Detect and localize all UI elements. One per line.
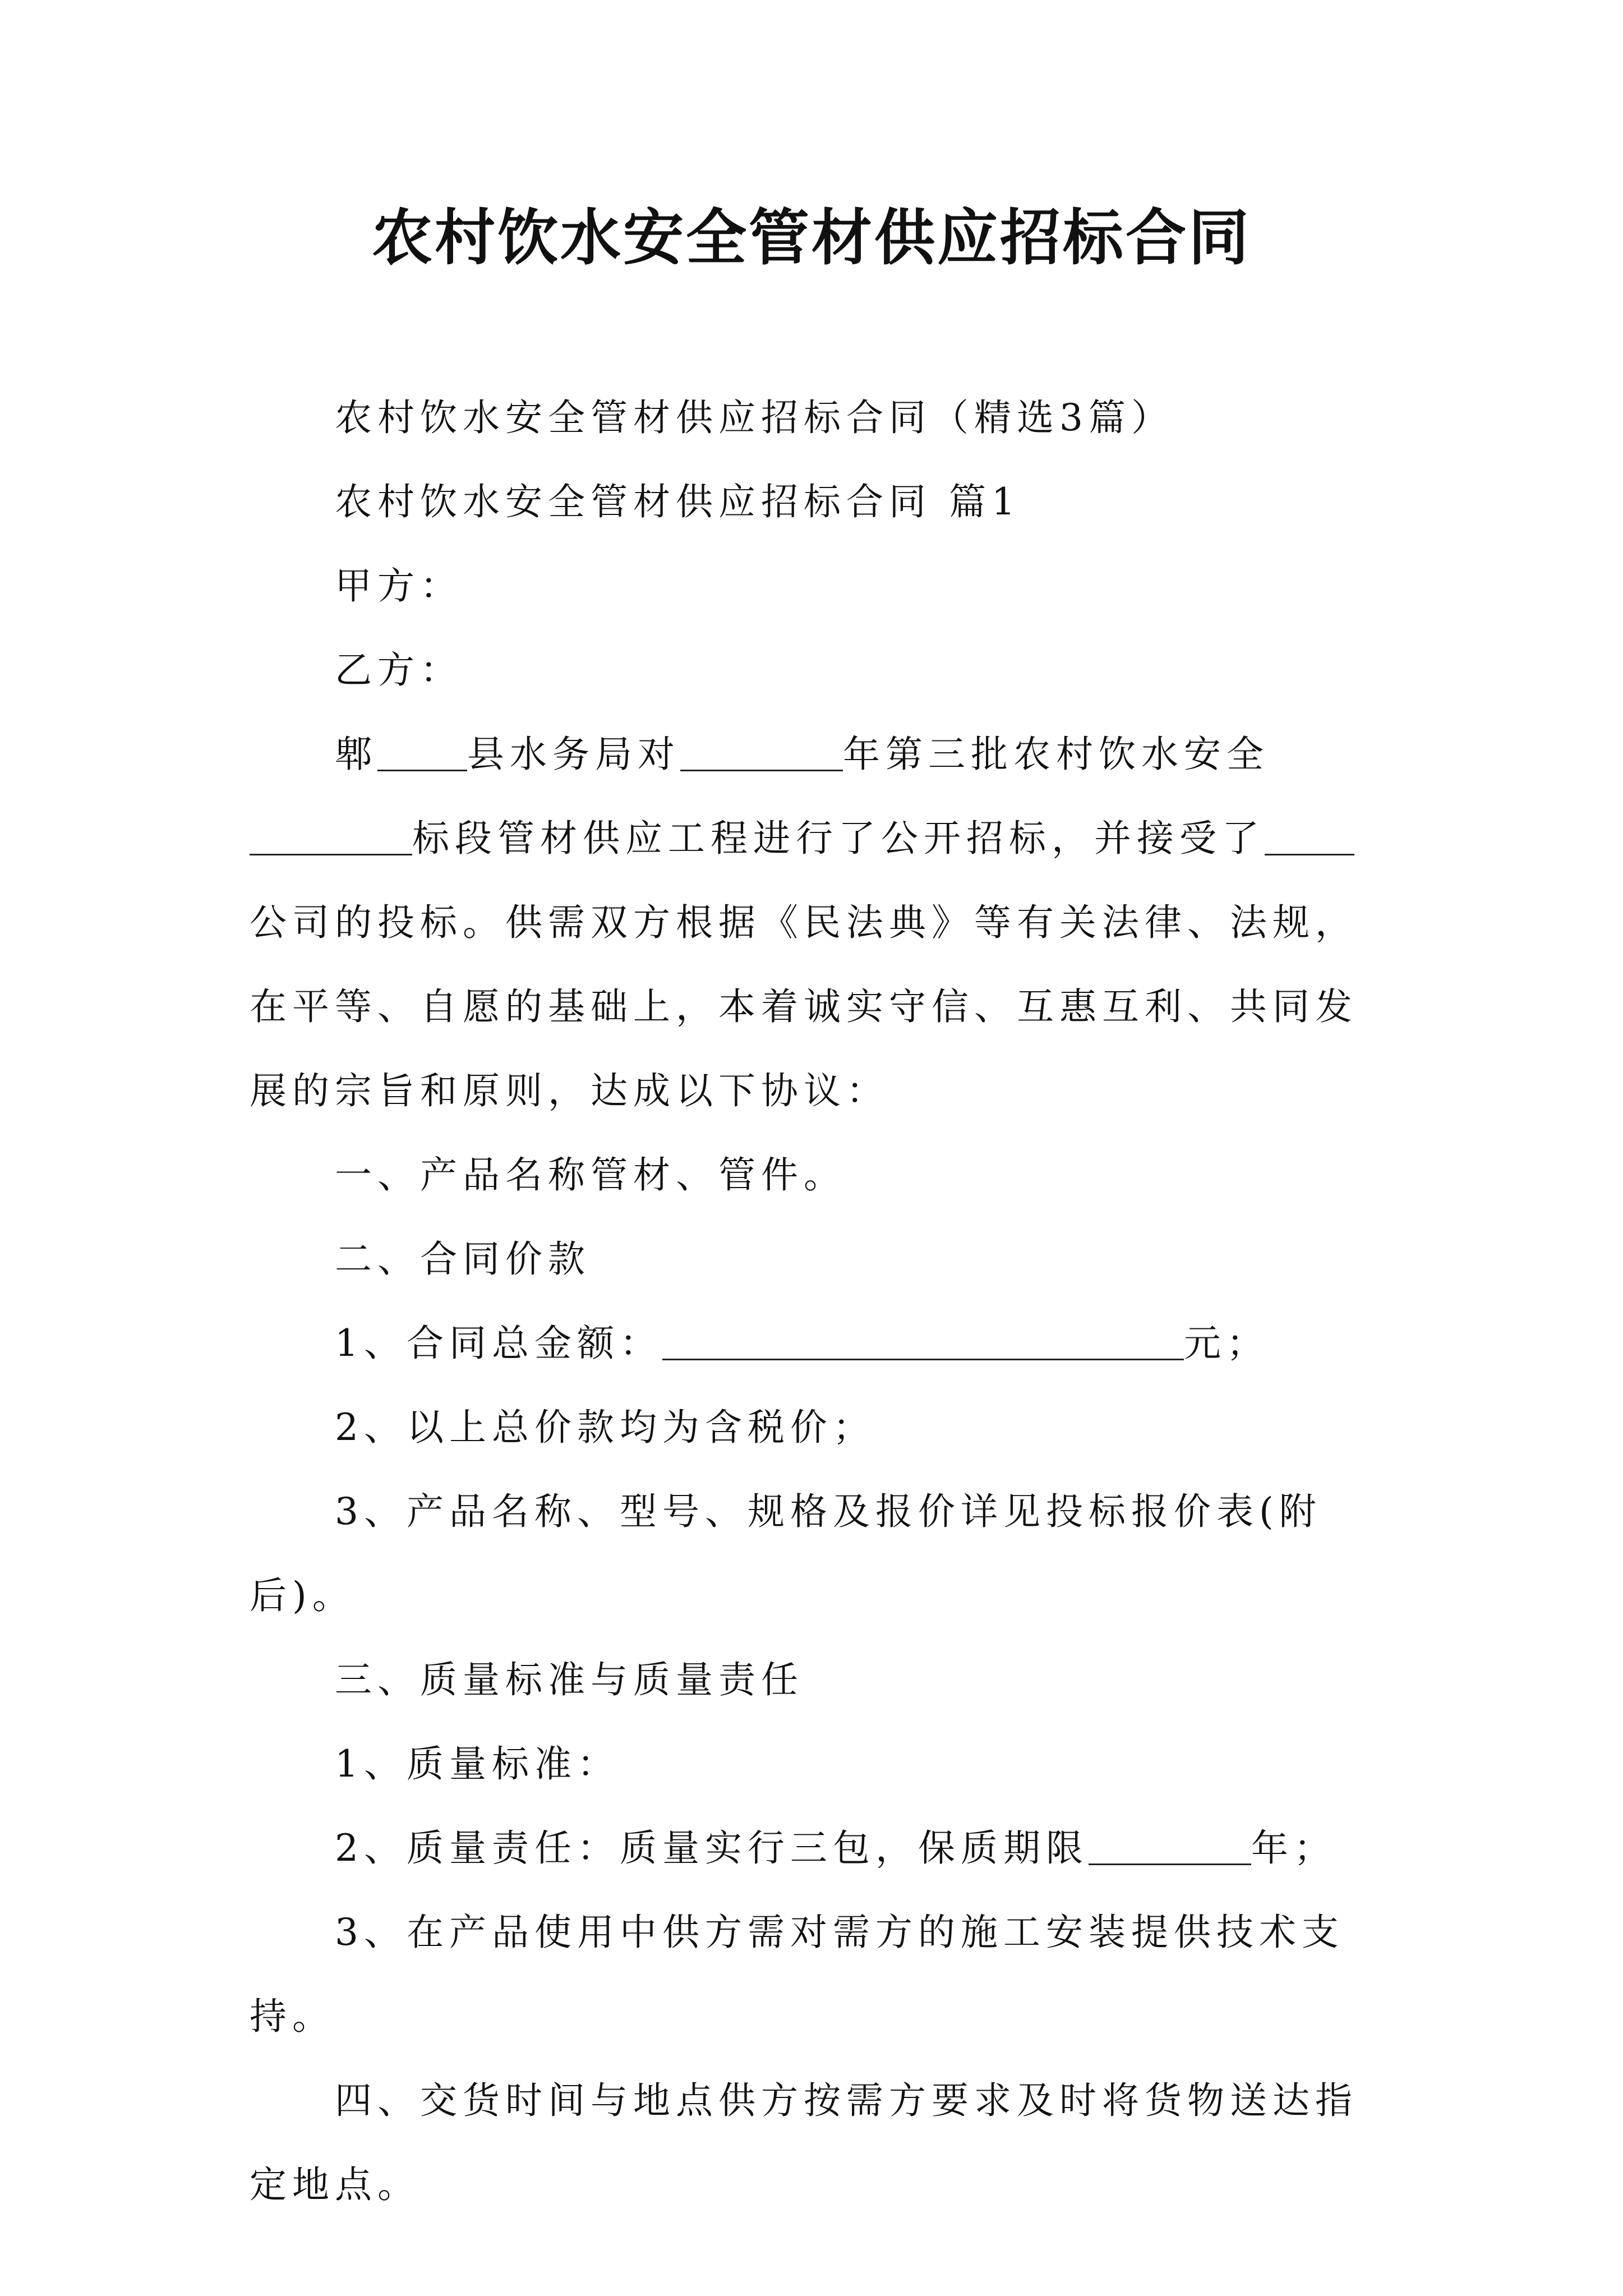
blank-underline	[662, 1331, 1184, 1360]
party-a-label: 甲方：	[335, 564, 463, 608]
intro-line-4: 在平等、自愿的基础上，本着诚实守信、互惠互利、共同发	[250, 985, 1358, 1028]
section-2: 二、合同价款	[335, 1237, 591, 1281]
clause-2-2: 2、以上总价款均为含税价；	[335, 1406, 875, 1449]
intro-line-1	[250, 712, 1391, 797]
section-1: 一、产品名称管材、管件。	[335, 1153, 846, 1197]
blank-underline	[250, 826, 412, 855]
clause-3-1: 1、质量标准：	[335, 1742, 620, 1786]
intro-text-1c: 年第三批农村饮水安全	[843, 733, 1269, 776]
document-body	[250, 376, 1391, 2227]
section-3: 三、质量标准与质量责任	[335, 1658, 804, 1701]
subtitle: 农村饮水安全管材供应招标合同（精选3篇）	[335, 396, 1174, 439]
clause-3-3-line-2: 持。	[250, 1995, 335, 2038]
clause-2-3-line-2: 后)。	[250, 1574, 355, 1617]
blank-underline	[1089, 1835, 1251, 1865]
section-heading: 农村饮水安全管材供应招标合同 篇1	[335, 480, 1021, 523]
clause-3-3-line-1: 3、在产品使用中供方需对需方的施工安装提供技术支	[335, 1911, 1344, 1954]
intro-line-5: 展的宗旨和原则，达成以下协议：	[250, 1069, 889, 1112]
document-title: 农村饮水安全管材供应招标合同	[371, 203, 1251, 273]
clause-3-2-text: 2、质量责任：质量实行三包，保质期限	[335, 1826, 1089, 1870]
section-4-line-1: 四、交货时间与地点供方按需方要求及时将货物送达指	[335, 2079, 1358, 2122]
intro-line-2	[250, 797, 1391, 881]
clause-3-2	[250, 1806, 1391, 1890]
clause-3-2-unit: 年；	[1251, 1826, 1336, 1870]
clause-2-3-line-1: 3、产品名称、型号、规格及报价详见投标报价表(附	[335, 1490, 1322, 1533]
blank-underline	[680, 742, 843, 771]
party-b-label: 乙方：	[335, 648, 463, 692]
clause-2-1-unit: 元；	[1184, 1322, 1269, 1365]
intro-text-2a: 标段管材供应工程进行了公开招标，并接受了	[412, 817, 1265, 860]
section-4-line-2: 定地点。	[250, 2163, 420, 2206]
clause-2-1-text: 1、合同总金额：	[335, 1322, 662, 1365]
intro-text-1b: 县水务局对	[467, 733, 680, 776]
intro-line-3: 公司的投标。供需双方根据《民法典》等有关法律、法规，	[250, 901, 1358, 944]
intro-text-1a: 郫	[335, 733, 377, 776]
blank-underline	[377, 742, 467, 771]
clause-2-1	[250, 1301, 1391, 1386]
blank-underline	[1265, 826, 1354, 855]
